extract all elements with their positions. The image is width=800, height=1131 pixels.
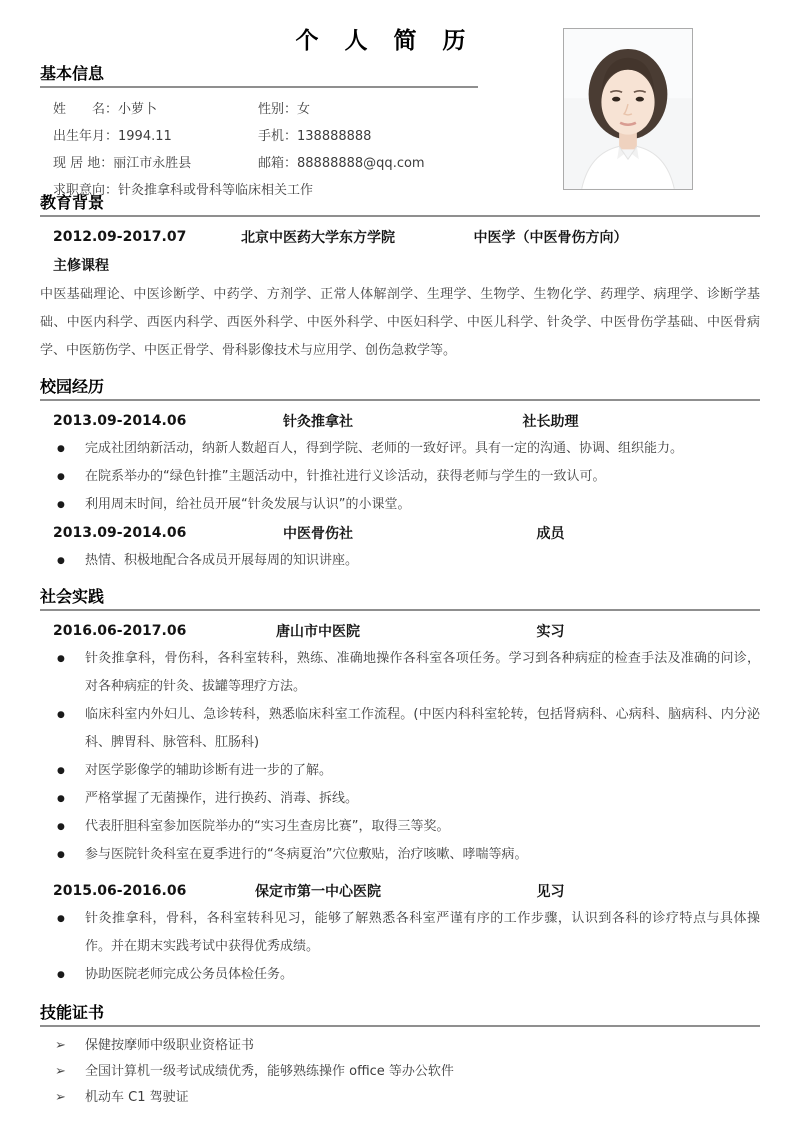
skill-text: 全国计算机一级考试成绩优秀，能够熟练操作 office 等办公软件 [85, 1064, 454, 1079]
arrow-icon: ➢ [55, 1090, 66, 1105]
field-phone-label: 手机： [258, 129, 298, 144]
practice-entry [40, 877, 760, 905]
field-name-value: 小萝卜 [118, 102, 158, 117]
list-item [40, 1085, 760, 1111]
bullet-text: 严格掌握了无菌操作，进行换药、消毒、拆线。 [85, 791, 359, 806]
field-address [53, 152, 258, 171]
bullet-icon: ● [57, 500, 65, 510]
list-item [40, 841, 760, 869]
entry-period: 2013.09-2014.06 [53, 413, 187, 429]
bullet-text: 完成社团纳新活动，纳新人数超百人，得到学院、老师的一致好评。具有一定的沟通、协调、组织能力。 [85, 441, 684, 456]
list-item [40, 435, 760, 463]
bullet-text: 参与医院针灸科室在夏季进行的“冬病夏治”穴位敷贴，治疗咳嗽、哮喘等病。 [85, 847, 528, 862]
section-header-campus: 校园经历 [40, 377, 760, 401]
portrait-illustration [564, 29, 692, 189]
practice-bullets [40, 905, 760, 989]
bullet-text: 热情、积极地配合各成员开展每周的知识讲座。 [85, 553, 359, 568]
section-skills [40, 1003, 760, 1111]
list-item [40, 757, 760, 785]
list-item [40, 961, 760, 989]
section-campus [40, 377, 760, 575]
arrow-icon: ➢ [55, 1064, 66, 1079]
courses-title: 主修课程 [53, 258, 109, 274]
campus-entry [40, 519, 760, 547]
field-birth-value: 1994.11 [118, 129, 172, 144]
field-gender-value: 女 [297, 102, 311, 117]
campus-bullets [40, 435, 760, 519]
section-header-education: 教育背景 [40, 193, 760, 217]
field-gender-label: 性别： [258, 102, 298, 117]
entry-role: 成员 [536, 526, 565, 542]
education-entry [40, 223, 760, 251]
section-header-skills: 技能证书 [40, 1003, 760, 1027]
list-item [40, 463, 760, 491]
list-item [40, 1033, 760, 1059]
bullet-icon: ● [57, 794, 65, 804]
field-birth-label: 出生年月： [53, 129, 119, 144]
education-school: 北京中医药大学东方学院 [241, 230, 395, 246]
section-practice [40, 587, 760, 989]
field-phone-value: 138888888 [297, 129, 372, 144]
entry-org: 中医骨伤社 [283, 526, 353, 542]
field-address-value: 丽江市永胜县 [113, 156, 192, 171]
bullet-icon: ● [57, 914, 65, 924]
entry-org: 唐山市中医院 [276, 624, 360, 640]
bullet-icon: ● [57, 766, 65, 776]
education-major: 中医学（中医骨伤方向） [473, 230, 628, 246]
campus-bullets [40, 547, 760, 575]
bullet-icon: ● [57, 822, 65, 832]
bullet-icon: ● [57, 970, 65, 980]
bullet-text: 对医学影像学的辅助诊断有进一步的了解。 [85, 763, 333, 778]
list-item [40, 701, 760, 757]
entry-org: 保定市第一中心医院 [255, 884, 381, 900]
bullet-text: 协助医院老师完成公务员体检任务。 [85, 967, 294, 982]
entry-org: 针灸推拿社 [283, 414, 353, 430]
section-header-practice: 社会实践 [40, 587, 760, 611]
list-item [40, 905, 760, 961]
field-email-label: 邮箱： [258, 156, 298, 171]
bullet-text: 针灸推拿科，骨科，各科室转科见习，能够了解熟悉各科室严谨有序的工作步骤，认识到各科的诊疗特点与具体操作。并在期末实践考试中获得优秀成绩。 [85, 911, 760, 954]
education-period: 2012.09-2017.07 [53, 229, 187, 245]
entry-role: 社长助理 [522, 414, 579, 430]
campus-entry [40, 407, 760, 435]
bullet-text: 利用周末时间，给社员开展“针灸发展与认识”的小课堂。 [85, 497, 411, 512]
bullet-icon: ● [57, 654, 65, 664]
field-address-label: 现 居 地： [53, 156, 114, 171]
field-objective-label: 求职意向： [53, 183, 119, 198]
entry-period: 2016.06-2017.06 [53, 623, 187, 639]
list-item [40, 785, 760, 813]
bullet-text: 针灸推拿科，骨伤科，各科室转科，熟练、准确地操作各科室各项任务。学习到各种病症的检查手法及准确的问诊，对各种病症的针灸、拔罐等理疗方法。 [85, 651, 760, 694]
skill-text: 机动车 C1 驾驶证 [85, 1090, 189, 1105]
list-item [40, 645, 760, 701]
field-birth [53, 125, 258, 144]
list-item [40, 491, 760, 519]
entry-role: 实习 [536, 624, 565, 640]
field-name-label: 姓 名： [53, 102, 119, 117]
entry-period: 2013.09-2014.06 [53, 525, 187, 541]
bullet-text: 在院系举办的“绿色针推”主题活动中，针推社进行义诊活动，获得老师与学生的一致认可。 [85, 469, 606, 484]
id-photo [563, 28, 693, 190]
bullet-icon: ● [57, 472, 65, 482]
section-education [40, 193, 760, 365]
skill-text: 保健按摩师中级职业资格证书 [85, 1038, 255, 1053]
field-email [258, 152, 425, 171]
entry-role: 见习 [536, 884, 565, 900]
bullet-text: 代表肝胆科室参加医院举办的“实习生查房比赛”，取得三等奖。 [85, 819, 450, 834]
field-email-value: 88888888@qq.com [297, 156, 425, 171]
bullet-icon: ● [57, 710, 65, 720]
list-item [40, 1059, 760, 1085]
bullet-icon: ● [57, 850, 65, 860]
bullet-icon: ● [57, 444, 65, 454]
field-phone [258, 125, 371, 144]
practice-bullets [40, 645, 760, 869]
list-item [40, 813, 760, 841]
practice-entry [40, 617, 760, 645]
page-title: 个 人 简 历 [295, 28, 475, 54]
field-gender [258, 98, 310, 117]
bullet-text: 临床科室内外妇儿、急诊转科，熟悉临床科室工作流程。(中医内科科室轮转，包括肾病科、心病科、脑病科、内分泌科、脾胃科、脉管科、肛肠科) [85, 707, 760, 750]
courses-text: 中医基础理论、中医诊断学、中药学、方剂学、正常人体解剖学、生理学、生物学、生物化学、药理学、病理学、诊断学基础、中医内科学、西医内科学、西医外科学、中医外科学、中医妇科学、中医儿科学、针灸学、中医骨伤学基础、中医骨病学、中医筋伤学、中医正骨学、骨科影像技术与应用学、创伤急救学等。 [40, 287, 760, 358]
field-name [53, 98, 258, 117]
arrow-icon: ➢ [55, 1038, 66, 1053]
list-item [40, 547, 760, 575]
skills-list [40, 1033, 760, 1111]
field-objective-value: 针灸推拿科或骨科等临床相关工作 [118, 183, 314, 198]
section-header-basic: 基本信息 [40, 64, 478, 88]
bullet-icon: ● [57, 556, 65, 566]
entry-period: 2015.06-2016.06 [53, 883, 187, 899]
